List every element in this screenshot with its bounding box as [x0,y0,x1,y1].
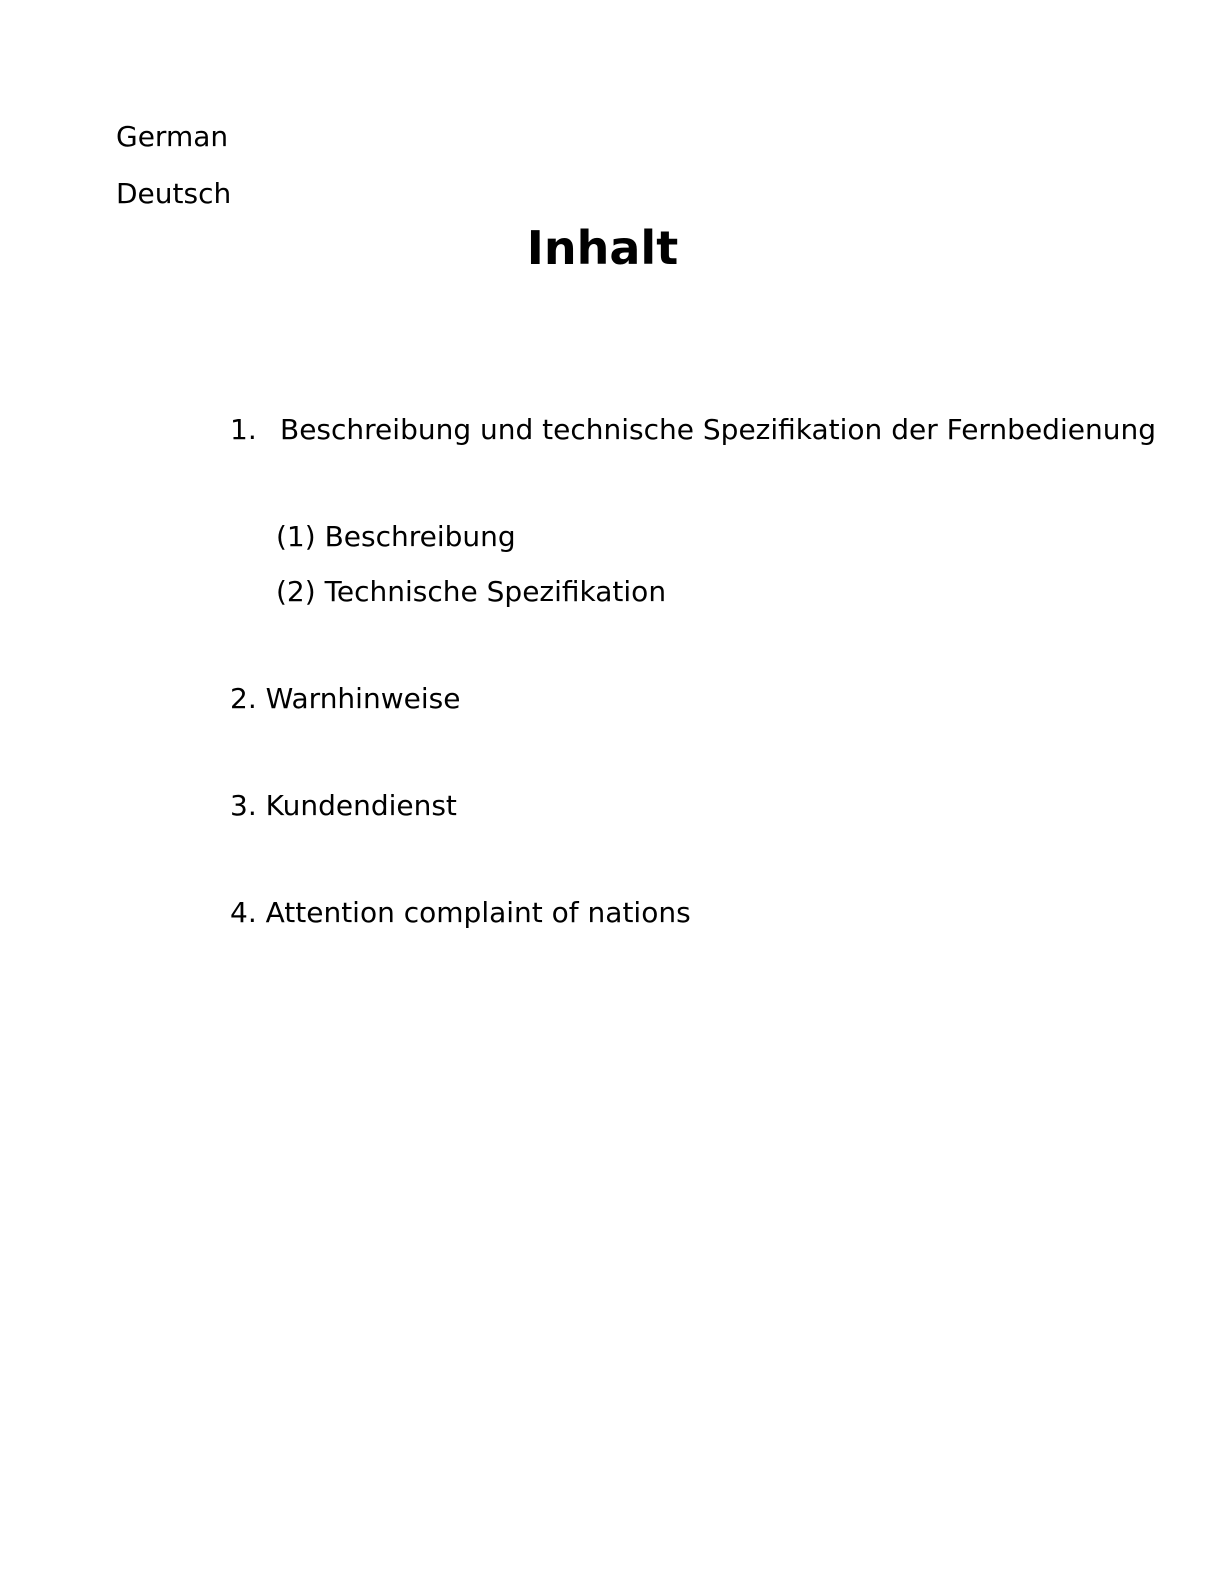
language-label-english: German [116,120,229,153]
toc-item-1-number: 1. [230,413,257,446]
language-label-german: Deutsch [116,177,232,210]
toc-item-1-label: Beschreibung und technische Spezifikation der Fernbedienung [280,413,1156,446]
toc-item-2: 2. Warnhinweise [230,682,461,715]
toc-item-3: 3. Kundendienst [230,789,457,822]
page-title: Inhalt [526,221,679,275]
toc-subitem-1-1: (1) Beschreibung [276,520,516,553]
toc-item-1 [230,413,1156,447]
toc-subitem-1-2: (2) Technische Spezifikation [276,575,667,608]
toc-item-4: 4. Attention complaint of nations [230,896,691,929]
